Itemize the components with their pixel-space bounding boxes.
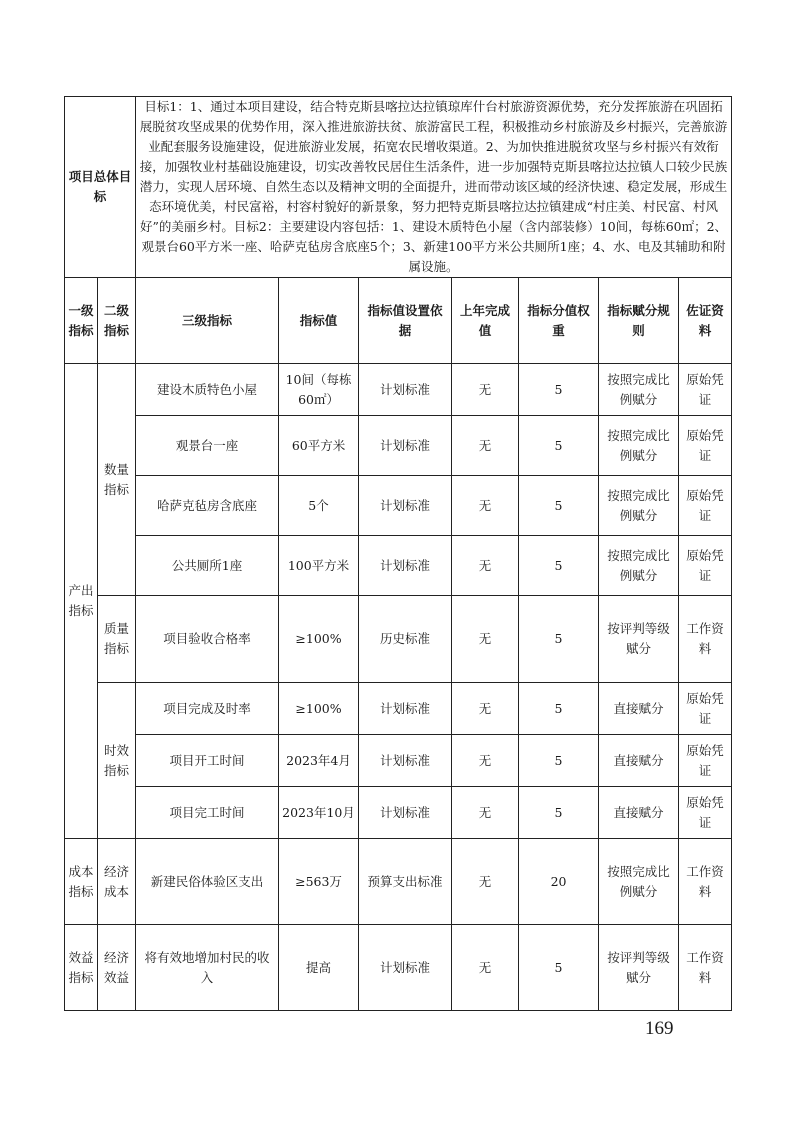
- group-benefit: 效益指标: [65, 925, 98, 1011]
- cell-value: 2023年4月: [279, 735, 359, 787]
- cell-last: 无: [452, 787, 519, 839]
- goal-text: 目标1：1、通过本项目建设，结合特克斯县喀拉达拉镇琼库什台村旅游资源优势，充分发挥旅游在巩固拓展脱贫攻坚成果的优势作用，深入推进旅游扶贫、旅游富民工程，积极推动乡村旅游及乡村振兴，完善旅游业配套服务设施建设，促进旅游业发展，拓宽农民增收渠道。2、为加快推进脱贫攻坚与乡村振兴有效衔接，加强牧业村基础设施建设，切实改善牧民居住生活条件，进一步加强特克斯县喀拉达拉镇人口较少民族潜力，实现人居环境、自然生态以及精神文明的全面提升，进而带动该区域的经济快速、稳定发展，形成生态环境优美，村民富裕，村容村貌好的新景象，努力把特克斯县喀拉达拉镇建成“村庄美、村民富、村风好”的美丽乡村。目标2：主要建设内容包括：1、建设木质特色小屋（含内部装修）10间，每栋60㎡；2、观景台60平方米一座、哈萨克毡房含底座5个；3、新建100平方米公共厕所1座；4、水、电及其辅助和附属设施。: [136, 97, 732, 278]
- cell-value: 5个: [279, 476, 359, 536]
- cell-basis: 计划标准: [359, 536, 452, 596]
- cell-name: 公共厕所1座: [136, 536, 279, 596]
- cell-last: 无: [452, 476, 519, 536]
- cell-weight: 5: [519, 364, 599, 416]
- table-row: [65, 735, 732, 787]
- cell-last: 无: [452, 416, 519, 476]
- cell-rule: 直接赋分: [599, 683, 679, 735]
- table-row: [65, 839, 732, 925]
- group-economic-benefit: 经济效益: [98, 925, 136, 1011]
- cell-name: 项目验收合格率: [136, 596, 279, 683]
- cell-evidence: 原始凭证: [679, 683, 732, 735]
- cell-weight: 5: [519, 536, 599, 596]
- table-row: [65, 536, 732, 596]
- cell-value: 2023年10月: [279, 787, 359, 839]
- cell-value: 100平方米: [279, 536, 359, 596]
- cell-evidence: 原始凭证: [679, 364, 732, 416]
- group-economic-cost: 经济成本: [98, 839, 136, 925]
- goal-label: 项目总体目标: [65, 97, 136, 278]
- cell-last: 无: [452, 596, 519, 683]
- cell-last: 无: [452, 364, 519, 416]
- cell-last: 无: [452, 536, 519, 596]
- cell-basis: 计划标准: [359, 476, 452, 536]
- cell-weight: 5: [519, 787, 599, 839]
- cell-name: 项目开工时间: [136, 735, 279, 787]
- cell-basis: 计划标准: [359, 683, 452, 735]
- cell-last: 无: [452, 683, 519, 735]
- cell-evidence: 原始凭证: [679, 416, 732, 476]
- cell-rule: 按照完成比例赋分: [599, 839, 679, 925]
- cell-rule: 按照完成比例赋分: [599, 476, 679, 536]
- cell-name: 将有效地增加村民的收入: [136, 925, 279, 1011]
- cell-weight: 5: [519, 476, 599, 536]
- table-row: [65, 416, 732, 476]
- header-value: 指标值: [279, 278, 359, 364]
- cell-rule: 按照完成比例赋分: [599, 364, 679, 416]
- cell-last: 无: [452, 839, 519, 925]
- cell-basis: 计划标准: [359, 364, 452, 416]
- header-weight: 指标分值权重: [519, 278, 599, 364]
- header-evidence: 佐证资料: [679, 278, 732, 364]
- cell-name: 建设木质特色小屋: [136, 364, 279, 416]
- table-row: [65, 476, 732, 536]
- cell-name: 项目完成及时率: [136, 683, 279, 735]
- cell-weight: 20: [519, 839, 599, 925]
- group-cost: 成本指标: [65, 839, 98, 925]
- table-row: [65, 683, 732, 735]
- cell-basis: 预算支出标准: [359, 839, 452, 925]
- performance-indicator-table: [64, 96, 732, 1011]
- cell-value: ≥100%: [279, 596, 359, 683]
- header-row: [65, 278, 732, 364]
- cell-basis: 计划标准: [359, 735, 452, 787]
- goal-row: [65, 97, 732, 278]
- cell-name: 新建民俗体验区支出: [136, 839, 279, 925]
- cell-basis: 计划标准: [359, 787, 452, 839]
- cell-value: ≥100%: [279, 683, 359, 735]
- cell-rule: 按照完成比例赋分: [599, 416, 679, 476]
- cell-last: 无: [452, 735, 519, 787]
- header-level2: 二级指标: [98, 278, 136, 364]
- cell-name: 观景台一座: [136, 416, 279, 476]
- cell-evidence: 原始凭证: [679, 787, 732, 839]
- cell-basis: 计划标准: [359, 416, 452, 476]
- cell-evidence: 工作资料: [679, 596, 732, 683]
- cell-basis: 历史标准: [359, 596, 452, 683]
- cell-value: 60平方米: [279, 416, 359, 476]
- group-output: 产出指标: [65, 364, 98, 839]
- cell-evidence: 工作资料: [679, 925, 732, 1011]
- cell-name: 哈萨克毡房含底座: [136, 476, 279, 536]
- cell-value: 提高: [279, 925, 359, 1011]
- header-level3: 三级指标: [136, 278, 279, 364]
- cell-evidence: 原始凭证: [679, 476, 732, 536]
- cell-rule: 直接赋分: [599, 735, 679, 787]
- group-quality: 质量指标: [98, 596, 136, 683]
- cell-evidence: 原始凭证: [679, 536, 732, 596]
- cell-value: 10间（每栋60㎡）: [279, 364, 359, 416]
- cell-rule: 按评判等级赋分: [599, 596, 679, 683]
- table-row: [65, 925, 732, 1011]
- cell-evidence: 工作资料: [679, 839, 732, 925]
- page-number: 169: [645, 1018, 674, 1039]
- group-quantity: 数量指标: [98, 364, 136, 596]
- cell-weight: 5: [519, 596, 599, 683]
- cell-evidence: 原始凭证: [679, 735, 732, 787]
- cell-rule: 直接赋分: [599, 787, 679, 839]
- cell-value: ≥563万: [279, 839, 359, 925]
- cell-weight: 5: [519, 925, 599, 1011]
- table-row: [65, 596, 732, 683]
- table-row: [65, 787, 732, 839]
- cell-name: 项目完工时间: [136, 787, 279, 839]
- header-basis: 指标值设置依据: [359, 278, 452, 364]
- cell-basis: 计划标准: [359, 925, 452, 1011]
- group-timeliness: 时效指标: [98, 683, 136, 839]
- table-row: [65, 364, 732, 416]
- header-level1: 一级指标: [65, 278, 98, 364]
- header-last-year: 上年完成值: [452, 278, 519, 364]
- cell-rule: 按评判等级赋分: [599, 925, 679, 1011]
- cell-rule: 按照完成比例赋分: [599, 536, 679, 596]
- cell-weight: 5: [519, 416, 599, 476]
- cell-weight: 5: [519, 683, 599, 735]
- header-rule: 指标赋分规则: [599, 278, 679, 364]
- cell-last: 无: [452, 925, 519, 1011]
- cell-weight: 5: [519, 735, 599, 787]
